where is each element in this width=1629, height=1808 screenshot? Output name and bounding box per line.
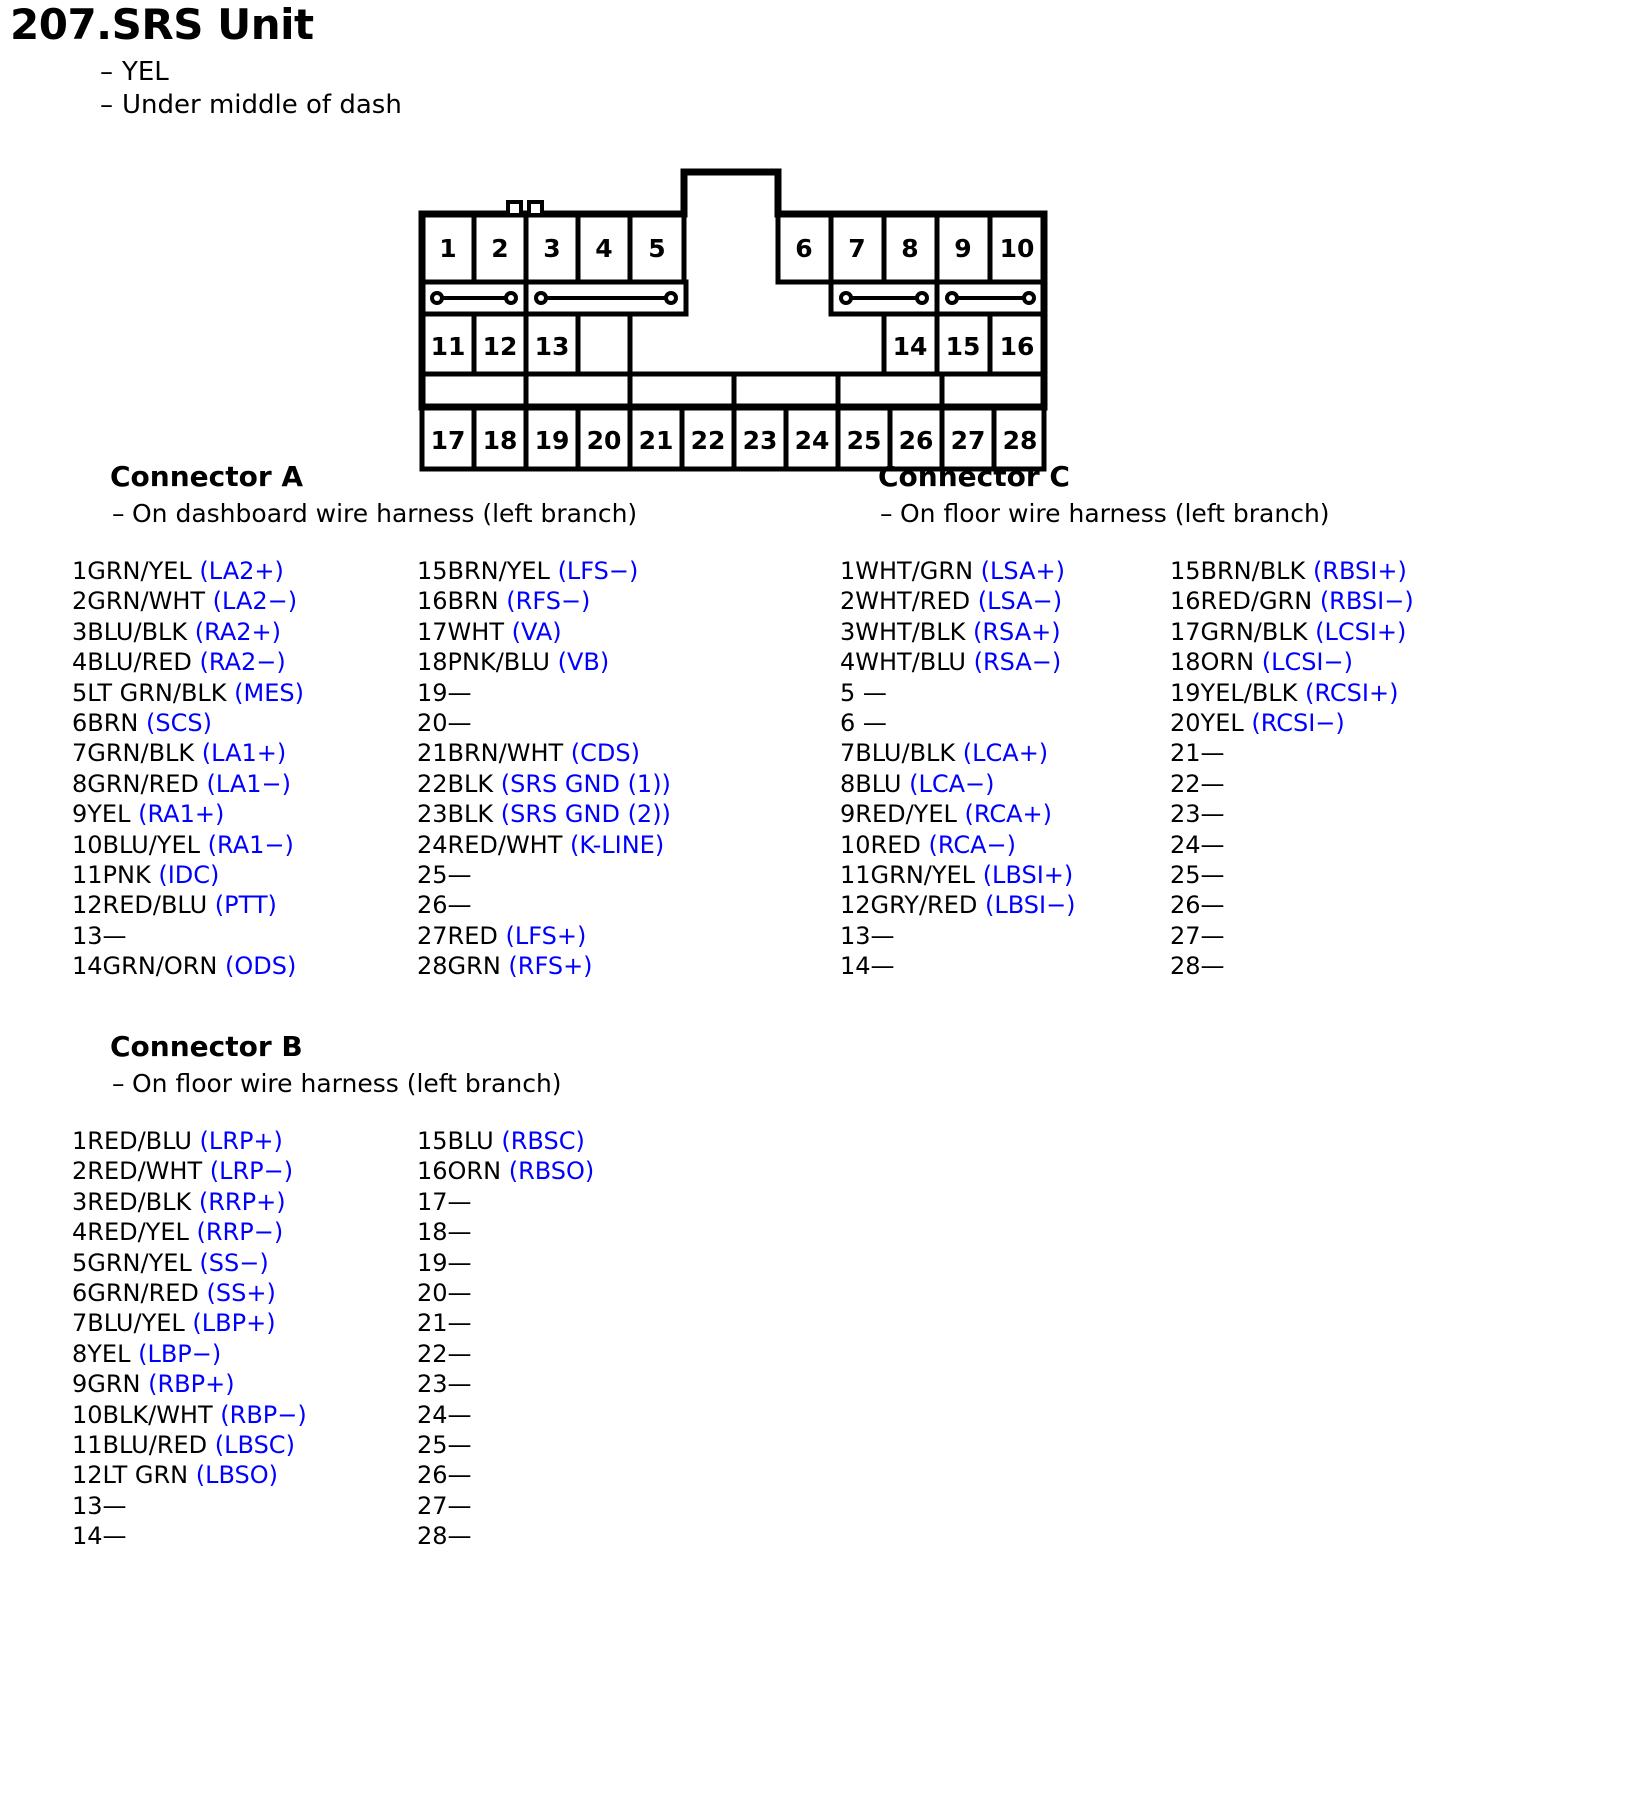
- header-bullet-item: [100, 56, 402, 89]
- bullet-dash-icon: –: [112, 1069, 125, 1098]
- pin-label: 16: [999, 332, 1035, 361]
- pin-entry: [417, 678, 671, 708]
- pin-entry: [417, 586, 671, 616]
- pin-entry: [417, 1308, 594, 1338]
- pin-number-and-color: 3BLU/BLK: [72, 617, 188, 646]
- pin-entry: [72, 708, 417, 738]
- pin-entry: [72, 617, 417, 647]
- pin-number-and-color: 6BRN: [72, 709, 139, 738]
- pin-number-and-color: 28—: [1170, 952, 1225, 981]
- pin-number-and-color: 13—: [840, 921, 895, 950]
- pin-number-and-color: 25—: [1170, 861, 1225, 890]
- pin-entry: [417, 921, 671, 951]
- pin-entry: [72, 1369, 417, 1399]
- bullet-dash-icon: –: [100, 90, 113, 120]
- pin-entry: [417, 738, 671, 768]
- pin-entry: [1170, 586, 1414, 616]
- pin-number-and-color: 10BLU/YEL: [72, 830, 201, 859]
- pin-number-and-color: 2RED/WHT: [72, 1157, 203, 1186]
- connector-a-column-2: [417, 556, 671, 982]
- pin-number-and-color: 20—: [417, 709, 472, 738]
- pin-number-and-color: 6 —: [840, 709, 887, 738]
- pin-label: 24: [794, 426, 830, 455]
- pin-number-and-color: 3RED/BLK: [72, 1187, 192, 1216]
- pin-label: 3: [543, 234, 561, 263]
- pin-entry: [72, 1460, 417, 1490]
- pin-number-and-color: 22—: [1170, 769, 1225, 798]
- pin-number-and-color: 14—: [840, 952, 895, 981]
- connector-b-column-2: [417, 1126, 594, 1552]
- pin-number-and-color: 28—: [417, 1522, 472, 1551]
- pin-entry: [417, 1248, 594, 1278]
- pin-entry: [1170, 921, 1414, 951]
- pin-number-and-color: 11PNK: [72, 861, 151, 890]
- pin-number-and-color: 19—: [417, 678, 472, 707]
- pin-label: 6: [795, 234, 813, 263]
- pin-signal-name: (RCSI+): [1305, 678, 1399, 707]
- pin-entry: [72, 1339, 417, 1369]
- pin-entry: [1170, 799, 1414, 829]
- pin-label: 18: [482, 426, 518, 455]
- pin-entry: [417, 769, 671, 799]
- pin-number-and-color: 15BRN/BLK: [1170, 557, 1306, 585]
- connector-c-column-2: [1170, 556, 1414, 982]
- pin-number-and-color: 26—: [417, 891, 472, 920]
- pin-label: 27: [950, 426, 986, 455]
- pin-signal-name: (RRP+): [198, 1187, 286, 1216]
- pin-signal-name: (RCSI−): [1251, 709, 1345, 738]
- pin-signal-name: (RCA+): [964, 800, 1053, 829]
- pin-number-and-color: 25—: [417, 861, 472, 890]
- pin-number-and-color: 24—: [417, 1400, 472, 1429]
- header-bullet-list: [100, 56, 402, 122]
- pin-label: 12: [482, 332, 518, 361]
- pin-entry: [417, 708, 671, 738]
- pin-signal-name: (RBSC): [501, 1127, 585, 1155]
- pin-entry: [72, 1126, 417, 1156]
- pin-label: 14: [892, 332, 928, 361]
- pin-entry: [72, 951, 417, 981]
- pin-entry: [417, 1369, 594, 1399]
- pin-number-and-color: 4BLU/RED: [72, 648, 192, 677]
- pin-number-and-color: 1GRN/YEL: [72, 557, 192, 585]
- pin-entry: [417, 799, 671, 829]
- connector-a-subtitle-text: On dashboard wire harness (left branch): [132, 499, 638, 528]
- pin-number-and-color: 14—: [72, 1522, 127, 1551]
- pin-label: 22: [690, 426, 726, 455]
- pin-number-and-color: 27—: [1170, 921, 1225, 950]
- pin-signal-name: (IDC): [158, 861, 220, 890]
- pin-number-and-color: 13—: [72, 921, 127, 950]
- header-bullet-text: Under middle of dash: [122, 90, 402, 120]
- pin-signal-name: (LBSI+): [982, 861, 1074, 890]
- pin-signal-name: (SRS GND (1)): [500, 769, 671, 798]
- pin-signal-name: (K-LINE): [570, 830, 665, 859]
- pin-number-and-color: 17GRN/BLK: [1170, 617, 1308, 646]
- pin-entry: [72, 1156, 417, 1186]
- pin-entry: [72, 799, 417, 829]
- pin-signal-name: (LBSO): [195, 1461, 279, 1490]
- pin-entry: [417, 890, 671, 920]
- connector-a-section: [72, 460, 671, 982]
- bullet-dash-icon: –: [880, 499, 893, 528]
- pin-label: 13: [534, 332, 570, 361]
- pin-number-and-color: 22BLK: [417, 769, 494, 798]
- pin-number-and-color: 18—: [417, 1218, 472, 1247]
- pin-entry: [72, 678, 417, 708]
- pin-label: 1: [439, 234, 457, 263]
- pin-entry: [1170, 890, 1414, 920]
- pin-number-and-color: 16ORN: [417, 1157, 502, 1186]
- pin-entry: [72, 830, 417, 860]
- pin-entry: [417, 1400, 594, 1430]
- pin-number-and-color: 24—: [1170, 830, 1225, 859]
- pin-number-and-color: 9GRN: [72, 1370, 141, 1399]
- pin-number-and-color: 1RED/BLU: [72, 1127, 192, 1155]
- pin-entry: [417, 1278, 594, 1308]
- pin-entry: [72, 1278, 417, 1308]
- pin-entry: [417, 830, 671, 860]
- pin-entry: [417, 1430, 594, 1460]
- pin-number-and-color: 2GRN/WHT: [72, 587, 206, 616]
- pin-number-and-color: 25—: [417, 1431, 472, 1460]
- pin-number-and-color: 13—: [72, 1491, 127, 1520]
- pin-label: 28: [1002, 426, 1038, 455]
- pin-entry: [1170, 830, 1414, 860]
- pin-entry: [1170, 951, 1414, 981]
- pin-entry: [840, 799, 1170, 829]
- pin-entry: [417, 1217, 594, 1247]
- pin-label: 26: [898, 426, 934, 455]
- pin-label: 5: [648, 234, 666, 263]
- connector-c-subtitle-text: On floor wire harness (left branch): [900, 499, 1330, 528]
- pin-number-and-color: 19—: [417, 1248, 472, 1277]
- pin-number-and-color: 8BLU: [840, 769, 902, 798]
- connector-c-title: Connector C: [878, 460, 1070, 493]
- pin-number-and-color: 28GRN: [417, 952, 501, 981]
- pin-number-and-color: 9YEL: [72, 800, 131, 829]
- pin-number-and-color: 6GRN/RED: [72, 1279, 199, 1308]
- pin-signal-name: (LCA+): [962, 739, 1049, 768]
- pin-entry: [1170, 617, 1414, 647]
- pin-number-and-color: 18PNK/BLU: [417, 648, 550, 677]
- pin-number-and-color: 23—: [1170, 800, 1225, 829]
- pin-number-and-color: 11GRN/YEL: [840, 861, 976, 890]
- pin-signal-name: (PTT): [214, 891, 277, 920]
- pin-entry: [1170, 738, 1414, 768]
- pin-number-and-color: 8GRN/RED: [72, 769, 199, 798]
- pin-entry: [417, 1339, 594, 1369]
- pin-number-and-color: 12LT GRN: [72, 1461, 189, 1490]
- page-title: 207.SRS Unit: [10, 0, 314, 49]
- pin-signal-name: (CDS): [570, 739, 640, 768]
- pin-signal-name: (RBSO): [508, 1157, 595, 1186]
- pin-number-and-color: 15BLU: [417, 1127, 494, 1155]
- connector-c-section: [840, 460, 1414, 982]
- pin-entry: [72, 1521, 417, 1551]
- pin-signal-name: (RFS+): [508, 952, 593, 981]
- pin-label: 8: [901, 234, 919, 263]
- pin-signal-name: (LCSI+): [1315, 617, 1407, 646]
- pin-entry: [840, 830, 1170, 860]
- connector-a-title: Connector A: [110, 460, 304, 493]
- pin-entry: [72, 769, 417, 799]
- pin-entry: [72, 1491, 417, 1521]
- pin-signal-name: (RSA+): [973, 617, 1061, 646]
- pin-signal-name: (LA2+): [199, 557, 284, 585]
- pin-entry: [417, 1491, 594, 1521]
- pin-entry: [417, 1460, 594, 1490]
- pin-entry: [840, 556, 1170, 586]
- pin-signal-name: (RBP+): [148, 1370, 235, 1399]
- pin-signal-name: (SS+): [206, 1279, 276, 1308]
- pin-entry: [72, 1308, 417, 1338]
- pin-number-and-color: 20—: [417, 1279, 472, 1308]
- pin-signal-name: (LCA−): [909, 769, 995, 798]
- pin-label: 11: [430, 332, 466, 361]
- connector-a-pin-columns: [72, 556, 671, 982]
- pin-entry: [1170, 647, 1414, 677]
- pin-signal-name: (LSA−): [977, 587, 1063, 616]
- pin-entry: [840, 678, 1170, 708]
- pin-label: 15: [945, 332, 981, 361]
- pin-entry: [1170, 556, 1414, 586]
- pin-entry: [72, 1430, 417, 1460]
- pin-number-and-color: 15BRN/YEL: [417, 557, 550, 585]
- pin-number-and-color: 17—: [417, 1187, 472, 1216]
- connector-b-pin-columns: [72, 1126, 594, 1552]
- pin-signal-name: (RBSI+): [1312, 557, 1407, 585]
- pin-number-and-color: 2WHT/RED: [840, 587, 971, 616]
- pin-number-and-color: 16BRN: [417, 587, 499, 616]
- pin-number-and-color: 23—: [417, 1370, 472, 1399]
- pin-entry: [840, 890, 1170, 920]
- pin-number-and-color: 7BLU/BLK: [840, 739, 956, 768]
- pin-number-and-color: 27RED: [417, 921, 498, 950]
- pin-label: 20: [586, 426, 622, 455]
- pin-number-and-color: 26—: [1170, 891, 1225, 920]
- pin-number-and-color: 22—: [417, 1339, 472, 1368]
- pin-number-and-color: 12GRY/RED: [840, 891, 978, 920]
- pin-entry: [840, 769, 1170, 799]
- pin-entry: [417, 951, 671, 981]
- pin-entry: [72, 1217, 417, 1247]
- pin-signal-name: (SCS): [146, 709, 212, 738]
- connector-pinout-diagram: [418, 168, 1048, 455]
- pin-signal-name: (LRP+): [199, 1127, 283, 1155]
- pin-entry: [72, 1400, 417, 1430]
- pin-number-and-color: 1WHT/GRN: [840, 557, 974, 585]
- pin-label: 19: [534, 426, 570, 455]
- pin-entry: [840, 738, 1170, 768]
- pin-label: 10: [999, 234, 1035, 263]
- pin-entry: [840, 708, 1170, 738]
- connector-c-subtitle: [840, 499, 1414, 528]
- pin-signal-name: (RBSI−): [1319, 587, 1414, 616]
- connector-b-column-1: [72, 1126, 417, 1552]
- pin-signal-name: (LFS+): [505, 921, 587, 950]
- connector-b-section: [72, 1030, 594, 1552]
- pin-label: 25: [846, 426, 882, 455]
- pin-number-and-color: 26—: [417, 1461, 472, 1490]
- pin-signal-name: (LBSI−): [984, 891, 1076, 920]
- pin-number-and-color: 14GRN/ORN: [72, 952, 218, 981]
- pin-signal-name: (MES): [234, 678, 304, 707]
- pin-number-and-color: 7GRN/BLK: [72, 739, 195, 768]
- pin-signal-name: (LA1+): [201, 739, 287, 768]
- pin-entry: [72, 738, 417, 768]
- pin-signal-name: (LBP−): [138, 1339, 222, 1368]
- connector-c-pin-columns: [840, 556, 1414, 982]
- pin-number-and-color: 21BRN/WHT: [417, 739, 564, 768]
- pin-number-and-color: 8YEL: [72, 1339, 131, 1368]
- pin-entry: [417, 556, 671, 586]
- pin-signal-name: (RCA−): [928, 830, 1016, 859]
- pin-signal-name: (LA2−): [212, 587, 298, 616]
- pin-entry: [1170, 769, 1414, 799]
- pin-signal-name: (SS−): [199, 1248, 269, 1277]
- pin-number-and-color: 9RED/YEL: [840, 800, 957, 829]
- connector-b-subtitle-text: On floor wire harness (left branch): [132, 1069, 562, 1098]
- pin-signal-name: (RFS−): [506, 587, 591, 616]
- pin-label: 9: [954, 234, 972, 263]
- bullet-dash-icon: –: [100, 57, 113, 87]
- pin-entry: [840, 921, 1170, 951]
- pin-number-and-color: 16RED/GRN: [1170, 587, 1313, 616]
- pin-number-and-color: 21—: [417, 1309, 472, 1338]
- pin-number-and-color: 24RED/WHT: [417, 830, 563, 859]
- pin-number-and-color: 11BLU/RED: [72, 1431, 208, 1460]
- pin-number-and-color: 21—: [1170, 739, 1225, 768]
- pin-number-and-color: 7BLU/YEL: [72, 1309, 185, 1338]
- pin-number-and-color: 5 —: [840, 678, 887, 707]
- pin-entry: [417, 1156, 594, 1186]
- connector-b-subtitle: [72, 1069, 594, 1098]
- pin-number-and-color: 17WHT: [417, 617, 504, 646]
- pin-number-and-color: 5GRN/YEL: [72, 1248, 192, 1277]
- pin-signal-name: (ODS): [225, 952, 297, 981]
- pin-entry: [417, 1126, 594, 1156]
- bullet-dash-icon: –: [112, 499, 125, 528]
- pin-signal-name: (LBP+): [192, 1309, 276, 1338]
- pin-number-and-color: 19YEL/BLK: [1170, 678, 1298, 707]
- header-bullet-text: YEL: [122, 57, 169, 87]
- pin-entry: [840, 586, 1170, 616]
- pin-signal-name: (RA2+): [194, 617, 282, 646]
- pin-number-and-color: 12RED/BLU: [72, 891, 208, 920]
- header-bullet-item: [100, 89, 402, 122]
- pin-number-and-color: 4WHT/BLU: [840, 648, 966, 677]
- pin-entry: [72, 556, 417, 586]
- connector-a-subtitle: [72, 499, 671, 528]
- pin-label: 7: [848, 234, 866, 263]
- pin-entry: [72, 647, 417, 677]
- pin-entry: [417, 1187, 594, 1217]
- pin-entry: [417, 647, 671, 677]
- pin-signal-name: (LRP−): [209, 1157, 294, 1186]
- pin-number-and-color: 4RED/YEL: [72, 1218, 189, 1247]
- pin-entry: [72, 890, 417, 920]
- pin-entry: [72, 860, 417, 890]
- pin-signal-name: (RA2−): [199, 648, 286, 677]
- pin-label: 17: [430, 426, 466, 455]
- pin-entry: [1170, 860, 1414, 890]
- pin-entry: [72, 1187, 417, 1217]
- pin-entry: [417, 1521, 594, 1551]
- pin-signal-name: (VA): [511, 617, 562, 646]
- pin-label: 2: [491, 234, 509, 263]
- pin-entry: [840, 860, 1170, 890]
- pin-entry: [72, 921, 417, 951]
- pin-label: 21: [638, 426, 674, 455]
- pin-label: 23: [742, 426, 778, 455]
- pin-number-and-color: 23BLK: [417, 800, 494, 829]
- pin-number-and-color: 10RED: [840, 830, 921, 859]
- pin-entry: [1170, 678, 1414, 708]
- pin-number-and-color: 27—: [417, 1491, 472, 1520]
- pin-signal-name: (LBSC): [214, 1431, 295, 1460]
- pin-number-and-color: 3WHT/BLK: [840, 617, 966, 646]
- pin-entry: [72, 586, 417, 616]
- pin-signal-name: (LFS−): [557, 557, 639, 585]
- pin-signal-name: (LA1−): [206, 769, 291, 798]
- pin-signal-name: (RSA−): [973, 648, 1062, 677]
- pin-signal-name: (LSA+): [980, 557, 1065, 585]
- pin-signal-name: (RBP−): [220, 1400, 307, 1429]
- pin-entry: [417, 617, 671, 647]
- pin-entry: [417, 860, 671, 890]
- pin-number-and-color: 18ORN: [1170, 648, 1255, 677]
- pin-signal-name: (SRS GND (2)): [500, 800, 671, 829]
- pin-entry: [840, 617, 1170, 647]
- pin-signal-name: (RA1−): [207, 830, 294, 859]
- pin-label: 4: [595, 234, 613, 263]
- pin-signal-name: (LCSI−): [1261, 648, 1353, 677]
- pin-number-and-color: 20YEL: [1170, 709, 1244, 738]
- pin-signal-name: (RRP−): [196, 1218, 284, 1247]
- pin-entry: [840, 951, 1170, 981]
- pin-entry: [840, 647, 1170, 677]
- pin-number-and-color: 5LT GRN/BLK: [72, 678, 227, 707]
- pin-signal-name: (VB): [557, 648, 610, 677]
- connector-a-column-1: [72, 556, 417, 982]
- pin-entry: [1170, 708, 1414, 738]
- pin-signal-name: (RA1+): [138, 800, 225, 829]
- connector-b-title: Connector B: [110, 1030, 303, 1063]
- pin-entry: [72, 1248, 417, 1278]
- pin-number-and-color: 10BLK/WHT: [72, 1400, 213, 1429]
- connector-c-column-1: [840, 556, 1170, 982]
